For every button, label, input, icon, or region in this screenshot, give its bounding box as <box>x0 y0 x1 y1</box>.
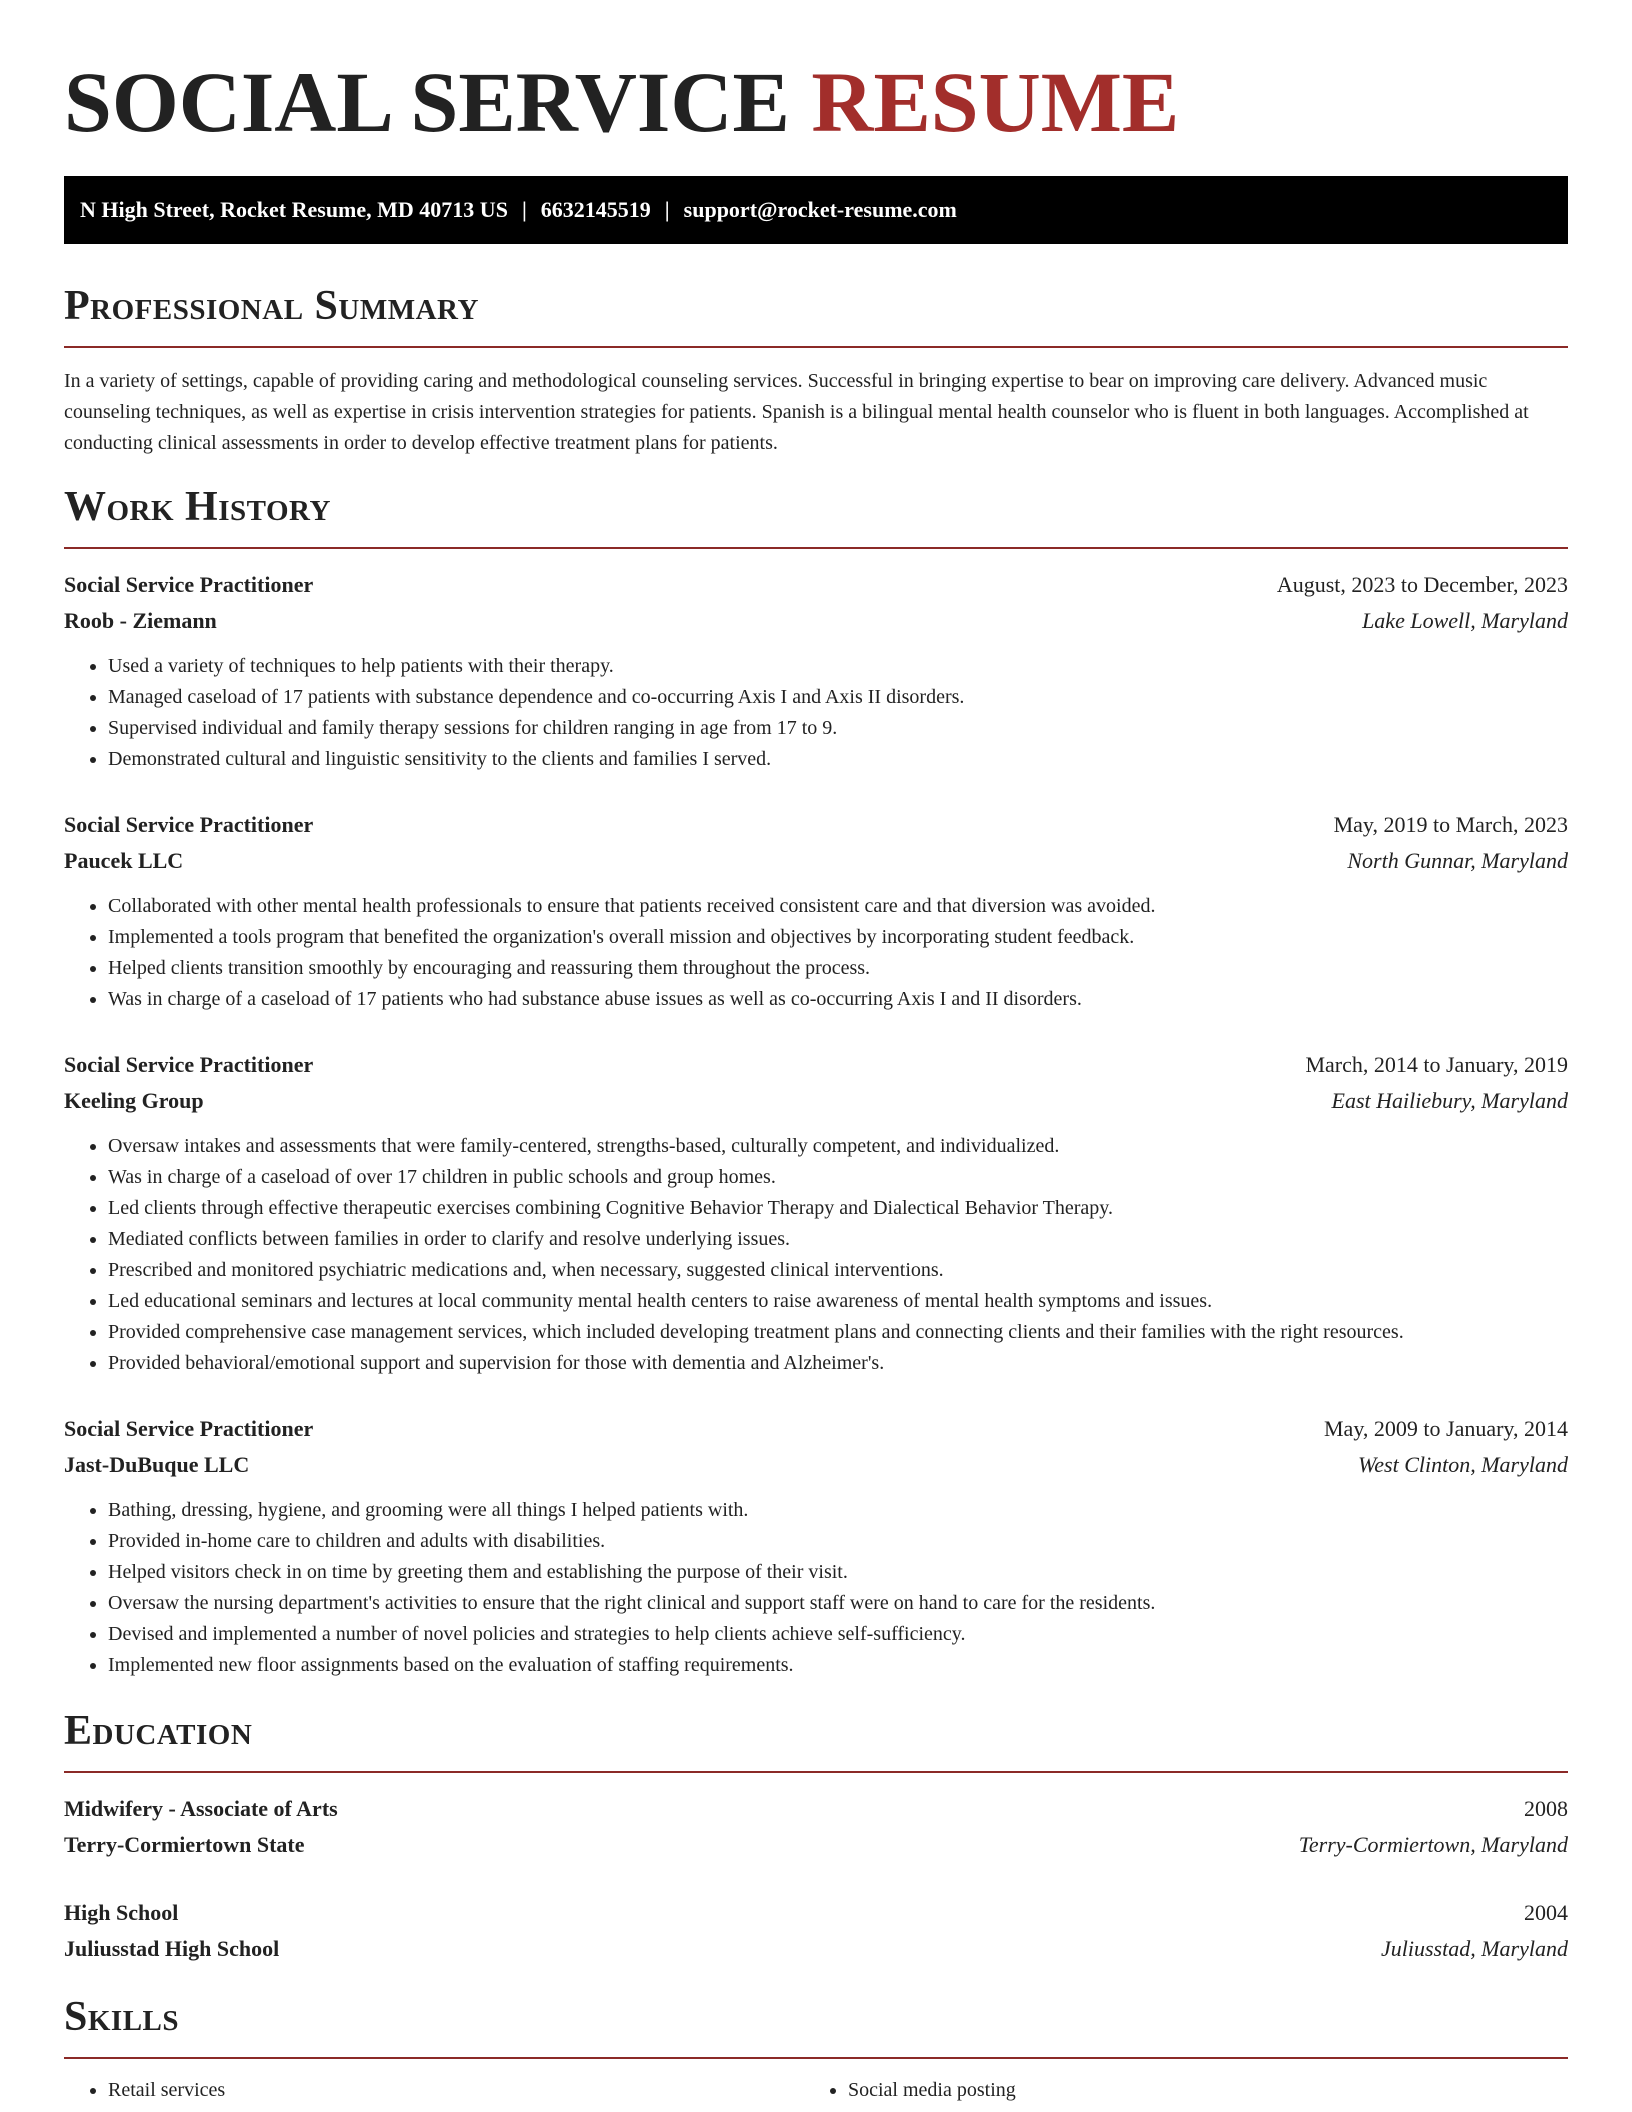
section-heading: Work History <box>64 484 331 530</box>
bullet-item: • Demonstrated cultural and linguistic sensitivity to the clients and families I served. <box>108 744 1568 775</box>
skills-section <box>64 1993 1568 2106</box>
job-location: North Gunnar, Maryland <box>1347 848 1568 873</box>
education-section <box>64 1707 1568 1967</box>
job-bullets <box>64 891 1568 1015</box>
bullet-item: • Provided in-home care to children and adults with disabilities. <box>108 1526 1568 1557</box>
bullet-item: • Led educational seminars and lectures at local community mental health centers to raise awareness of mental health symptoms and issues. <box>108 1286 1568 1317</box>
bullet-item: • Implemented a tools program that benefited the organization's overall mission and objectives by incorporating student feedback. <box>108 922 1568 953</box>
contact-address: N High Street, Rocket Resume, MD 40713 US <box>80 197 508 222</box>
bullet-item: • Was in charge of a caseload of over 17 children in public schools and group homes. <box>108 1162 1568 1193</box>
summary-section <box>64 282 1568 459</box>
job-location: West Clinton, Maryland <box>1357 1452 1568 1477</box>
education-entry <box>64 1791 1568 1863</box>
skill-item: • Retail services <box>108 2075 804 2106</box>
section-divider <box>64 547 1568 549</box>
education-location: Terry-Cormiertown, Maryland <box>1298 1832 1568 1857</box>
bullet-item: • Implemented new floor assignments based on the evaluation of staffing requirements. <box>108 1650 1568 1681</box>
section-heading: Education <box>64 1708 253 1754</box>
job-company: Paucek LLC <box>64 848 184 873</box>
job-entry <box>64 567 1568 775</box>
section-heading: Skills <box>64 1994 180 2040</box>
bullet-item: • Supervised individual and family therapy sessions for children ranging in age from 17 to 9. <box>108 713 1568 744</box>
job-dates: March, 2014 to January, 2019 <box>1305 1052 1568 1077</box>
title-part-1: SOCIAL SERVICE <box>64 54 790 150</box>
education-school: Juliusstad High School <box>64 1936 280 1961</box>
job-title: Social Service Practitioner <box>64 1052 314 1077</box>
job-location: East Hailiebury, Maryland <box>1331 1088 1568 1113</box>
bullet-item: • Prescribed and monitored psychiatric medications and, when necessary, suggested clinical interventions. <box>108 1255 1568 1286</box>
education-year: 2004 <box>1524 1900 1568 1925</box>
work-section <box>64 483 1568 1681</box>
education-degree: Midwifery - Associate of Arts <box>64 1796 338 1821</box>
bullet-item: • Collaborated with other mental health professionals to ensure that patients received consistent care and that diversion was avoided. <box>108 891 1568 922</box>
skills-column-left <box>64 2075 804 2106</box>
education-school: Terry-Cormiertown State <box>64 1832 305 1857</box>
skills-column-right <box>804 2075 1544 2106</box>
bullet-item: • Helped clients transition smoothly by encouraging and reassuring them throughout the process. <box>108 953 1568 984</box>
resume-title <box>64 0 1568 148</box>
job-entry <box>64 1047 1568 1379</box>
job-dates: May, 2009 to January, 2014 <box>1324 1416 1568 1441</box>
job-title: Social Service Practitioner <box>64 812 314 837</box>
contact-separator: | <box>521 197 527 222</box>
bullet-item: • Helped visitors check in on time by greeting them and establishing the purpose of their visit. <box>108 1557 1568 1588</box>
title-part-2: RESUME <box>811 54 1180 150</box>
job-entry <box>64 1411 1568 1681</box>
summary-text: In a variety of settings, capable of providing caring and methodological counseling services. Successful in bringing expertise to bear on improving care delivery. Advanced music counseling techniques, as well as expertise in crisis intervention strategies for patients. Spanish is a bilingual mental health counselor who is fluent in both languages. Accomplished at conducting clinical assessments in order to develop effective treatment plans for patients. <box>64 370 1529 454</box>
bullet-item: • Provided comprehensive case management services, which included developing treatment plans and connecting clients and their families with the right resources. <box>108 1317 1568 1348</box>
section-heading: Professional Summary <box>64 283 479 329</box>
job-dates: August, 2023 to December, 2023 <box>1276 572 1568 597</box>
section-divider <box>64 1771 1568 1773</box>
bullet-item: • Devised and implemented a number of novel policies and strategies to help clients achieve self-sufficiency. <box>108 1619 1568 1650</box>
contact-phone: 6632145519 <box>540 197 651 222</box>
bullet-item: • Provided behavioral/emotional support and supervision for those with dementia and Alzheimer's. <box>108 1348 1568 1379</box>
section-divider <box>64 2057 1568 2059</box>
bullet-item: • Used a variety of techniques to help patients with their therapy. <box>108 651 1568 682</box>
education-location: Juliusstad, Maryland <box>1381 1936 1568 1961</box>
job-dates: May, 2019 to March, 2023 <box>1333 812 1568 837</box>
bullet-item: • Managed caseload of 17 patients with substance dependence and co-occurring Axis I and Axis II disorders. <box>108 682 1568 713</box>
job-title: Social Service Practitioner <box>64 572 314 597</box>
job-entry <box>64 807 1568 1015</box>
job-company: Jast-DuBuque LLC <box>64 1452 250 1477</box>
job-company: Keeling Group <box>64 1088 204 1113</box>
job-bullets <box>64 1495 1568 1681</box>
contact-bar <box>64 176 1568 244</box>
section-divider <box>64 346 1568 348</box>
job-title: Social Service Practitioner <box>64 1416 314 1441</box>
contact-separator: | <box>664 197 670 222</box>
education-degree: High School <box>64 1900 179 1925</box>
job-company: Roob - Ziemann <box>64 608 217 633</box>
job-bullets <box>64 1131 1568 1379</box>
job-location: Lake Lowell, Maryland <box>1362 608 1568 633</box>
education-year: 2008 <box>1524 1796 1568 1821</box>
job-bullets <box>64 651 1568 775</box>
bullet-item: • Bathing, dressing, hygiene, and grooming were all things I helped patients with. <box>108 1495 1568 1526</box>
bullet-item: • Oversaw the nursing department's activities to ensure that the right clinical and support staff were on hand to care for the residents. <box>108 1588 1568 1619</box>
bullet-item: • Mediated conflicts between families in order to clarify and resolve underlying issues. <box>108 1224 1568 1255</box>
bullet-item: • Led clients through effective therapeutic exercises combining Cognitive Behavior Therapy and Dialectical Behavior Therapy. <box>108 1193 1568 1224</box>
education-entry <box>64 1895 1568 1967</box>
bullet-item: • Was in charge of a caseload of 17 patients who had substance abuse issues as well as co-occurring Axis I and II disorders. <box>108 984 1568 1015</box>
skill-item: • Social media posting <box>848 2075 1544 2106</box>
bullet-item: • Oversaw intakes and assessments that were family-centered, strengths-based, culturally competent, and individualized. <box>108 1131 1568 1162</box>
contact-email[interactable]: support@rocket-resume.com <box>683 197 957 222</box>
skills-grid <box>64 2075 1568 2106</box>
